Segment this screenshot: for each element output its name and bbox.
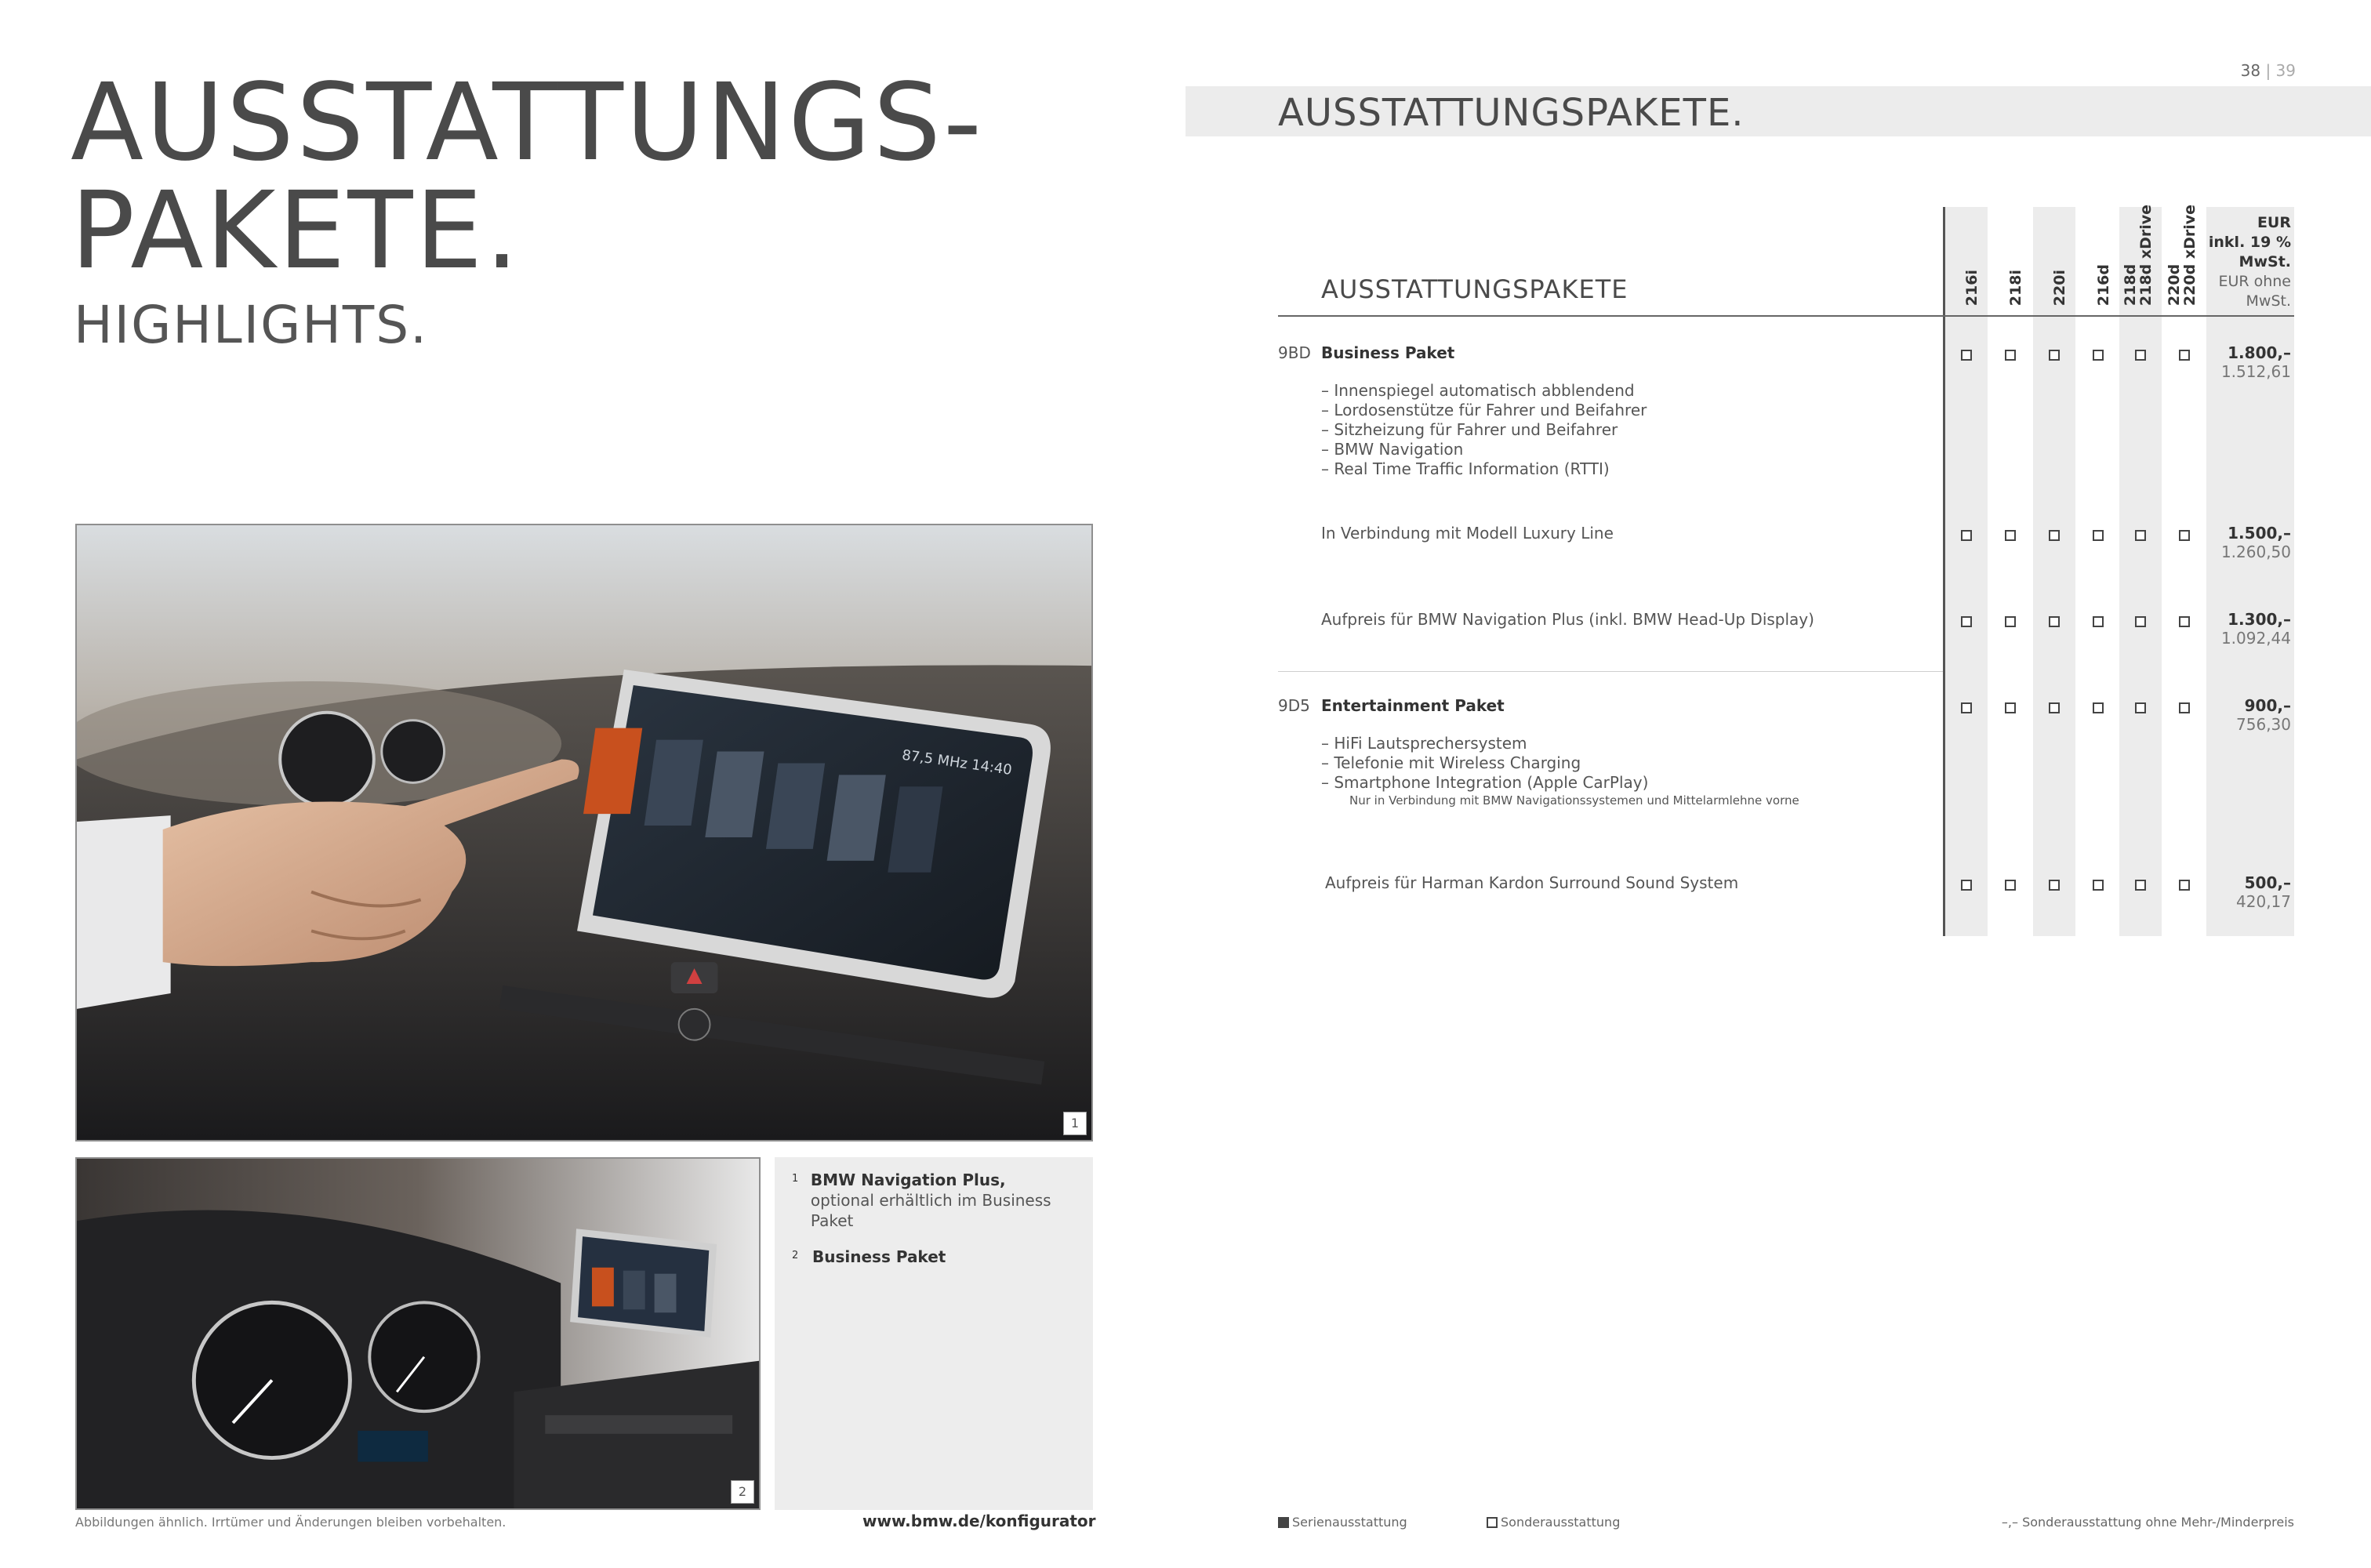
caption-number: 2 [792,1250,799,1261]
optional-equipment-checkbox [1961,880,1972,891]
page-number-next: 39 [2275,61,2296,80]
column-header-218i: 218i [2007,269,2024,306]
column-header-218d: 218d 218d xDrive [2122,204,2155,306]
optional-equipment-checkbox [2135,530,2146,541]
package-price: 900,– 756,30 [2236,696,2291,734]
package-option-label: Aufpreis für Harman Kardon Surround Sound System [1325,873,1739,892]
table-header-rule [1278,315,2294,317]
section-banner [1186,86,2371,136]
optional-equipment-checkbox [2179,702,2190,713]
package-name: Business Paket [1321,343,1455,362]
caption-1 [792,1170,1076,1231]
page-title-line-1: AUSSTATTUNGS- [71,61,985,185]
business-package-photo [75,1157,761,1510]
cockpit-photo-illustration [77,1159,759,1508]
package-code: 9BD [1278,343,1311,362]
legend-optional: Sonderausstattung [1487,1515,1620,1530]
optional-equipment-checkbox [2179,880,2190,891]
package-price: 1.300,– 1.092,44 [2220,610,2291,648]
package-option-label: Aufpreis für BMW Navigation Plus (inkl. BMW Head-Up Display) [1321,610,1814,629]
caption-title: BMW Navigation Plus, [810,1171,1006,1189]
filled-square-icon [1278,1517,1289,1528]
optional-equipment-checkbox [2049,616,2060,627]
empty-square-icon [1487,1517,1498,1528]
configurator-link[interactable]: www.bmw.de/konfigurator [862,1512,1096,1530]
navigation-photo-illustration [77,525,1091,1140]
page-number-current: 38 [2240,61,2261,80]
optional-equipment-checkbox [2179,616,2190,627]
optional-equipment-checkbox [2005,616,2016,627]
optional-equipment-checkbox [2135,616,2146,627]
package-name: Entertainment Paket [1321,696,1505,715]
caption-2 [792,1247,1076,1267]
page-number-separator: | [2265,61,2271,80]
package-option-label: In Verbindung mit Modell Luxury Line [1321,524,1614,543]
table-header-packages: AUSSTATTUNGSPAKETE [1321,274,1628,304]
caption-text: optional erhältlich im Business Paket [810,1191,1051,1230]
package-code: 9D5 [1278,696,1310,715]
optional-equipment-checkbox [2093,350,2104,361]
optional-equipment-checkbox [2049,702,2060,713]
caption-title: Business Paket [812,1247,946,1266]
caption-number: 1 [792,1173,799,1185]
optional-equipment-checkbox [1961,350,1972,361]
disclaimer-text: Abbildungen ähnlich. Irrtümer und Änderungen bleiben vorbehalten. [75,1515,507,1530]
optional-equipment-checkbox [1961,616,1972,627]
package-price: 500,– 420,17 [2236,873,2291,911]
package-contents: – Innenspiegel automatisch abblendend – Lordosenstütze für Fahrer und Beifahrer – Sitzheizung für Fahrer und Beifahrer – BMW Navigation – Real Time Traffic Information (RTTI) [1321,381,1647,478]
photo-number-badge-2: 2 [731,1480,754,1504]
page-title-line-2: PAKETE. [71,169,521,293]
optional-equipment-checkbox [2179,530,2190,541]
photo-captions [775,1157,1093,1510]
optional-equipment-checkbox [2005,530,2016,541]
column-header-220d: 220d 220d xDrive [2166,204,2199,306]
optional-equipment-checkbox [2005,702,2016,713]
optional-equipment-checkbox [2005,880,2016,891]
optional-equipment-checkbox [2093,530,2104,541]
optional-equipment-checkbox [1961,530,1972,541]
section-title: AUSSTATTUNGSPAKETE. [1278,91,1745,135]
package-contents: – HiFi Lautsprechersystem – Telefonie mit Wireless Charging – Smartphone Integration (Apple CarPlay) Nur in Verbindung mit BMW Navigationssystemen und Mittelarmlehne vorne [1321,734,1799,808]
optional-equipment-checkbox [2135,350,2146,361]
package-price: 1.500,– 1.260,50 [2220,524,2291,561]
legend-no-price: –,– Sonderausstattung ohne Mehr-/Minderpreis [2001,1515,2294,1530]
optional-equipment-checkbox [2049,530,2060,541]
legend-standard: Serienausstattung [1278,1515,1407,1530]
optional-equipment-checkbox [2135,702,2146,713]
optional-equipment-checkbox [2049,880,2060,891]
page-number [2235,61,2296,80]
optional-equipment-checkbox [2135,880,2146,891]
column-header-220i: 220i [2051,269,2068,306]
optional-equipment-checkbox [2179,350,2190,361]
optional-equipment-checkbox [1961,702,1972,713]
page-subtitle: HIGHLIGHTS. [74,295,429,355]
optional-equipment-checkbox [2093,702,2104,713]
optional-equipment-checkbox [2005,350,2016,361]
photo-number-badge-1: 1 [1063,1112,1087,1135]
page-title [71,61,985,293]
optional-equipment-checkbox [2049,350,2060,361]
package-price: 1.800,– 1.512,61 [2220,343,2291,381]
column-header-216d: 216d [2095,263,2112,306]
package-note: Nur in Verbindung mit BMW Navigationssystemen und Mittelarmlehne vorne [1349,793,1799,808]
package-separator [1278,671,1943,672]
optional-equipment-checkbox [2093,880,2104,891]
navigation-photo [75,524,1093,1142]
column-header-216i: 216i [1963,269,1981,306]
screen-radio-readout: 87,5 MHz 14:40 [901,746,1013,779]
optional-equipment-checkbox [2093,616,2104,627]
column-header-price: EUR inkl. 19 % MwSt. EUR ohne MwSt. [2208,214,2291,310]
